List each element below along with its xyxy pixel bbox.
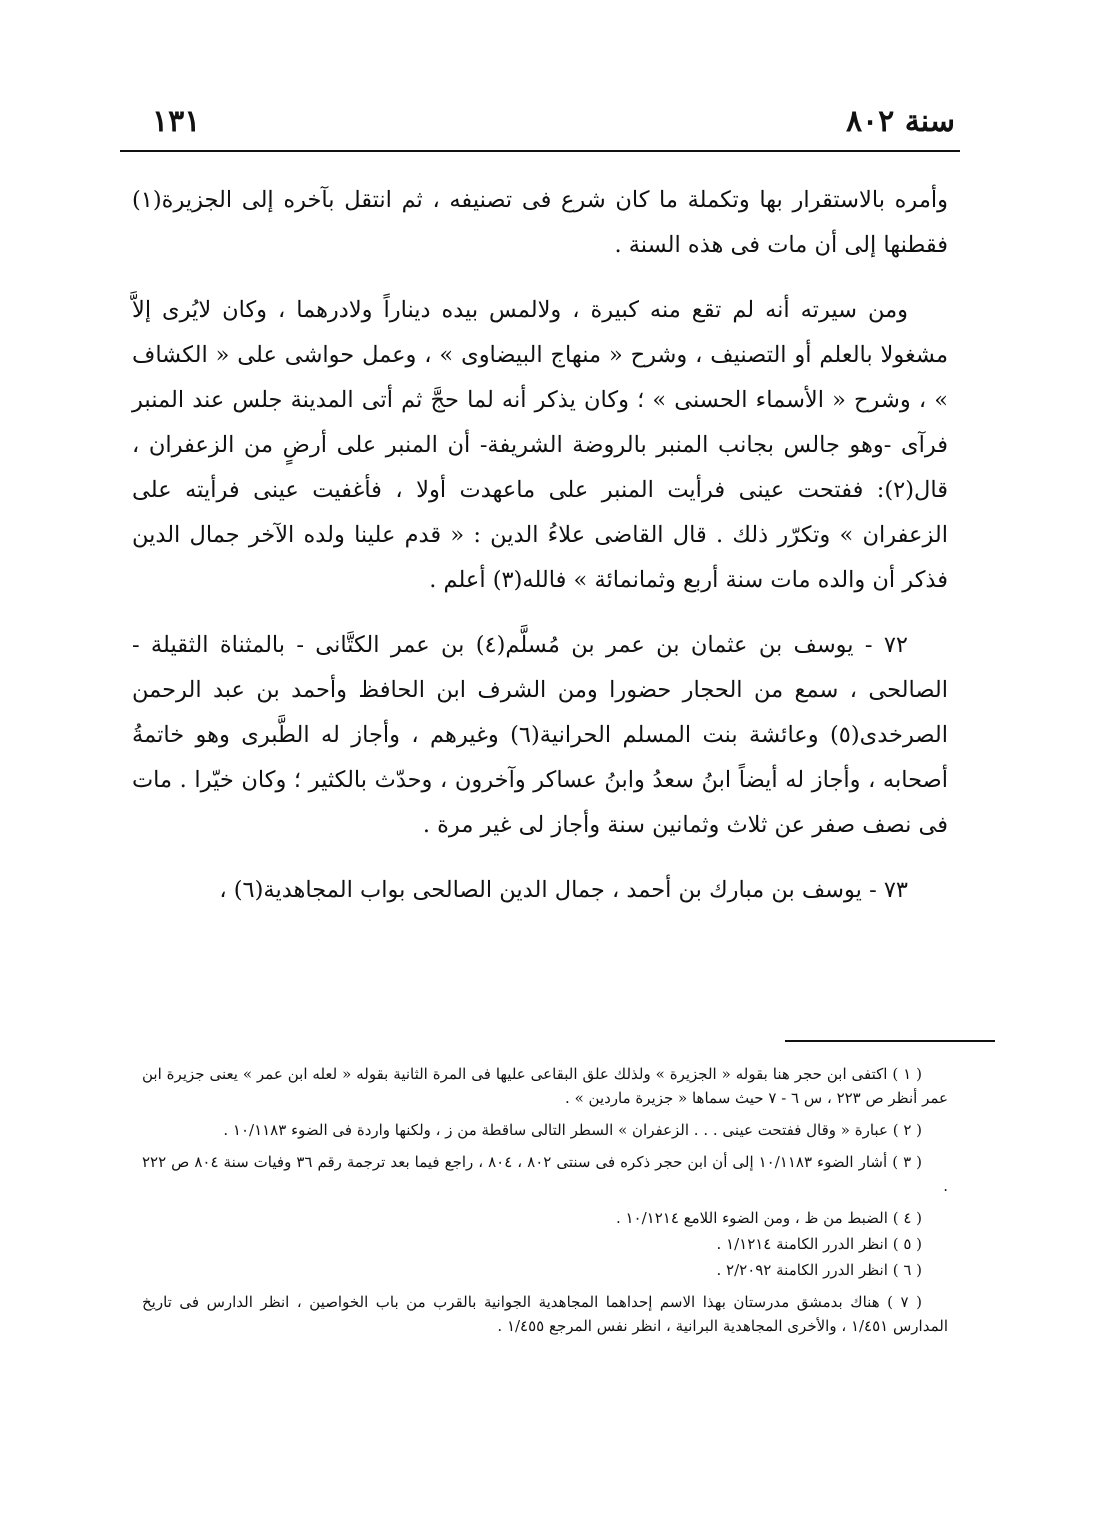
footnote-number: ( ١ ) (892, 1065, 922, 1083)
entry-73: ٧٣ - يوسف بن مبارك بن أحمد ، جمال الدين الصالحى بواب المجاهدية(٦) ، (219, 877, 908, 903)
running-head-year: سنة ٨٠٢ (845, 104, 955, 139)
footnote-3 (142, 1150, 948, 1198)
footnote-text: عبارة « وقال ففتحت عينى . . . الزعفران » السطر التالى ساقطة من ز ، ولكنها واردة فى الضوء ١٠/١١٨٣ . (223, 1121, 888, 1139)
footnote-text: هناك بدمشق مدرستان بهذا الاسم إحداهما المجاهدية الجوانية بالقرب من باب الخواصين ، انظر الدارس فى تاريخ المدارس ١/٤٥١ ، والأخرى المجاهدية البرانية ، انظر نفس المرجع ١/٤٥٥ . (142, 1293, 948, 1335)
footnote-text: أشار الضوء ١٠/١١٨٣ إلى أن ابن حجر ذكره فى سنتى ٨٠٢ ، ٨٠٤ ، راجع فيما بعد ترجمة رقم ٣٦ وفيات سنة ٨٠٤ ص ٢٢٢ . (142, 1153, 948, 1195)
page-number: ١٣١ (152, 104, 201, 139)
footnote-number: ( ٣ ) (892, 1153, 922, 1171)
page-header (122, 104, 955, 150)
footnote-rule (785, 1040, 995, 1042)
paragraph-2: ومن سيرته أنه لم تقع منه كبيرة ، ولالمس بيده ديناراً ولادرهما ، وكان لايُرى إلاَّ مشغولا بالعلم أو التصنيف ، وشرح « منهاج البيضاوى » ، وعمل حواشى على « الكشاف » ، وشرح « الأسماء الحسنى » ؛ وكان يذكر أنه لما حجَّ ثم أتى المدينة جلس عند المنبر فرآى -وهو جالس بجانب المنبر بالروضة الشريفة- أن المنبر على أرضٍ من الزعفران ، قال(٢): ففتحت عينى فرأيت المنبر على ماعهدت أولا ، فأغفيت عينى فرأيته على الزعفران » وتكرّر ذلك . قال القاضى علاءُ الدين : « قدم علينا ولده الآخر جمال الدين فذكر أن والده مات سنة أربع وثمانمائة » فالله(٣) أعلم . (132, 297, 948, 593)
footnote-5 (142, 1232, 948, 1256)
footnote-text: انظر الدرر الكامنة ٢/٢٠٩٢ . (716, 1261, 888, 1279)
footnotes (142, 1062, 948, 1346)
main-text (132, 178, 948, 913)
footnote-1 (142, 1062, 948, 1110)
footnote-2 (142, 1118, 948, 1142)
footnote-6 (142, 1258, 948, 1282)
footnote-7 (142, 1290, 948, 1338)
footnote-number: ( ٢ ) (892, 1121, 922, 1139)
footnote-text: اكتفى ابن حجر هنا بقوله « الجزيرة » ولذلك علق البقاعى عليها فى المرة الثانية بقوله « لعله ابن عمر » يعنى جزيرة ابن عمر أنظر ص ٢٢٣ ، س ٦ - ٧ حيث سماها « جزيرة ماردين » . (142, 1065, 948, 1107)
footnote-number: ( ٧ ) (887, 1293, 922, 1311)
footnote-number: ( ٦ ) (892, 1261, 922, 1279)
paragraph-1: وأمره بالاستقرار بها وتكملة ما كان شرع فى تصنيفه ، ثم انتقل بآخره إلى الجزيرة(١) فقطنها إلى أن مات فى هذه السنة . (132, 187, 948, 258)
entry-72: ٧٢ - يوسف بن عثمان بن عمر بن مُسلَّم(٤) بن عمر الكتَّانى - بالمثناة الثقيلة - الصالحى ، سمع من الحجار حضورا ومن الشرف ابن الحافظ وأحمد بن عبد الرحمن الصرخدى(٥) وعائشة بنت المسلم الحرانية(٦) وغيرهم ، وأجاز له الطَّبرى وهو خاتمةُ أصحابه ، وأجاز له أيضاً ابنُ سعدُ وابنُ عساكر وآخرون ، وحدّث بالكثير ؛ وكان خيّرا . مات فى نصف صفر عن ثلاث وثمانين سنة وأجاز لى غير مرة . (132, 632, 949, 838)
footnote-number: ( ٥ ) (892, 1235, 922, 1253)
header-rule (120, 150, 960, 152)
footnote-text: انظر الدرر الكامنة ١/١٢١٤ . (716, 1235, 888, 1253)
footnote-number: ( ٤ ) (892, 1209, 922, 1227)
footnote-text: الضبط من ظ ، ومن الضوء اللامع ١٠/١٢١٤ . (615, 1209, 888, 1227)
footnote-4 (142, 1206, 948, 1230)
